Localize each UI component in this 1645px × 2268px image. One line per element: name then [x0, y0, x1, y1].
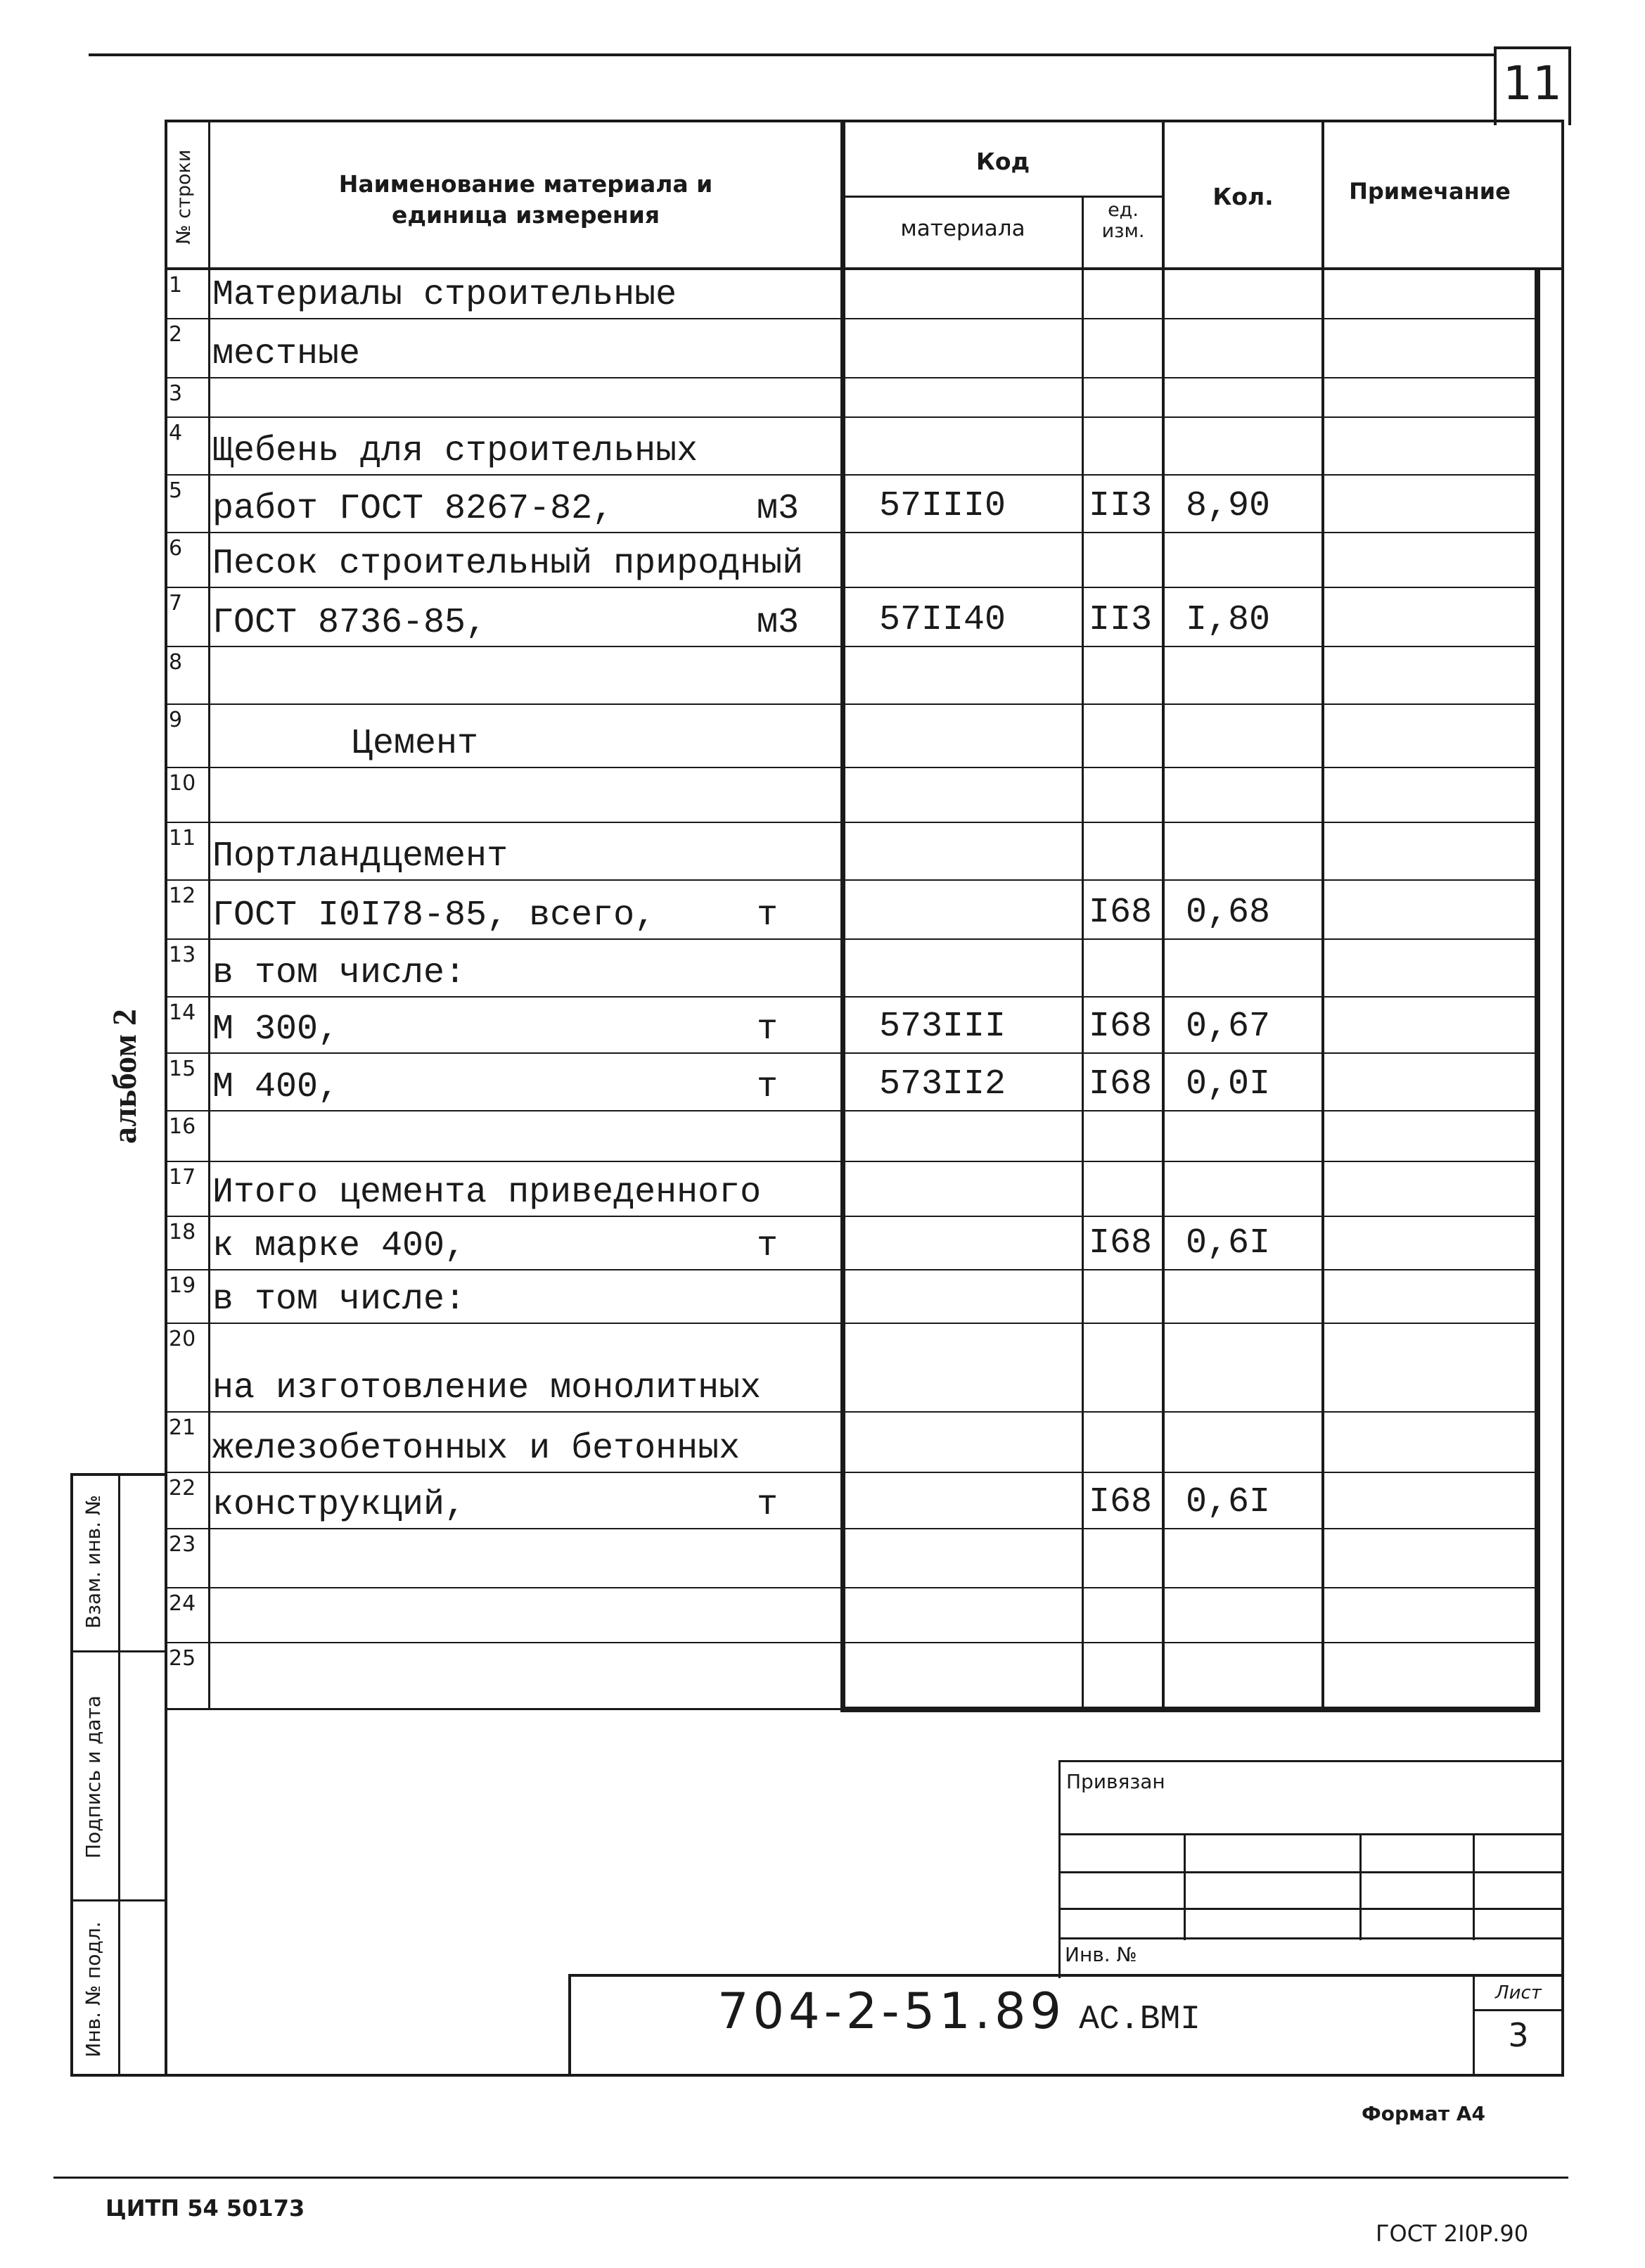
row-number: 6: [169, 536, 183, 561]
quantity: 8,90: [1186, 486, 1271, 526]
unit-of-measure: м3: [757, 489, 800, 529]
side-label-vzam-inv: Взам. инв. №: [82, 1494, 105, 1629]
header-code: Код: [975, 148, 1030, 175]
quantity: 0,6I: [1186, 1223, 1271, 1263]
row-number: 5: [169, 478, 183, 503]
material-name: ГОСТ 8736-85,: [212, 603, 487, 643]
footer-right-code: ГОСТ 2I0Р.90: [1376, 2220, 1529, 2247]
quantity: 0,0I: [1186, 1064, 1271, 1104]
unit-code: I68: [1089, 1223, 1153, 1263]
row-number: 20: [169, 1327, 196, 1351]
document-code-main: 704-2-51.89: [717, 1982, 1066, 2040]
row-number: 8: [169, 650, 183, 675]
material-name: железобетонных и бетонных: [212, 1429, 741, 1469]
row-number: 2: [169, 322, 183, 347]
row-number: 7: [169, 591, 183, 616]
side-label-inv-podl: Инв. № подл.: [82, 1921, 105, 2058]
unit-code: II3: [1089, 486, 1153, 526]
material-name: местные: [212, 334, 361, 374]
row-number: 25: [169, 1646, 196, 1671]
row-number: 10: [169, 771, 196, 796]
unit-of-measure: т: [757, 1009, 779, 1050]
unit-of-measure: т: [757, 1067, 779, 1107]
sheet-number: 3: [1508, 2016, 1529, 2054]
row-number: 17: [169, 1165, 196, 1190]
material-name: на изготовление монолитных: [212, 1368, 762, 1408]
material-code: 57III0: [879, 486, 1006, 526]
material-name: Песок строительный природный: [212, 544, 804, 584]
material-name: в том числе:: [212, 953, 466, 993]
unit-of-measure: т: [757, 1485, 779, 1525]
stamp-privyazan: Привязан: [1066, 1770, 1165, 1793]
row-number: 21: [169, 1415, 196, 1440]
quantity: I,80: [1186, 600, 1271, 640]
row-number: 24: [169, 1591, 196, 1616]
header-row-number: № строки: [173, 149, 195, 245]
material-code: 57II40: [879, 600, 1006, 640]
material-name: Цемент: [352, 724, 479, 764]
row-number: 14: [169, 1000, 196, 1025]
row-number: 18: [169, 1220, 196, 1244]
material-code: 573II2: [879, 1064, 1006, 1104]
row-number: 11: [169, 826, 196, 850]
row-number: 4: [169, 421, 183, 445]
row-number: 13: [169, 943, 196, 967]
unit-of-measure: т: [757, 1226, 779, 1266]
header-name-line1: Наименование материала и: [338, 170, 713, 198]
material-name: М 400,: [212, 1067, 340, 1107]
row-number: 16: [169, 1114, 196, 1139]
unit-code: II3: [1089, 600, 1153, 640]
material-name: М 300,: [212, 1009, 340, 1050]
row-number: 9: [169, 708, 183, 732]
header-code-unit: ед. изм.: [1101, 199, 1145, 242]
document-code: [717, 1982, 1201, 2040]
sheet-label: Лист: [1495, 1982, 1542, 2003]
row-number: 1: [169, 273, 183, 298]
header-code-material: материала: [900, 216, 1025, 241]
unit-of-measure: т: [757, 896, 779, 936]
unit-code: I68: [1089, 893, 1153, 933]
side-label-signature-date: Подпись и дата: [82, 1695, 105, 1859]
corner-number: 11: [1503, 56, 1562, 110]
quantity: 0,67: [1186, 1007, 1271, 1047]
material-name: Щебень для строительных: [212, 431, 698, 471]
unit-code: I68: [1089, 1007, 1153, 1047]
header-name-line2: единица измерения: [391, 201, 660, 229]
material-name: ГОСТ I0I78-85, всего,: [212, 896, 656, 936]
material-name: в том числе:: [212, 1280, 466, 1320]
material-code: 573III: [879, 1007, 1006, 1047]
album-label: альбом 2: [106, 1009, 143, 1144]
material-name: работ ГОСТ 8267-82,: [212, 489, 614, 529]
unit-code: I68: [1089, 1064, 1153, 1104]
format-label: Формат А4: [1362, 2102, 1485, 2125]
unit-code: I68: [1089, 1482, 1153, 1522]
material-name: к марке 400,: [212, 1226, 466, 1266]
material-name: Портландцемент: [212, 836, 508, 877]
row-number: 22: [169, 1476, 196, 1501]
document-code-suffix: АС.ВМI: [1079, 2001, 1201, 2039]
stamp-inv-no: Инв. №: [1065, 1943, 1137, 1966]
row-number: 3: [169, 381, 183, 406]
material-name: конструкций,: [212, 1485, 466, 1525]
row-number: 15: [169, 1057, 196, 1081]
header-quantity: Кол.: [1212, 183, 1274, 210]
header-note: Примечание: [1349, 178, 1511, 205]
footer-left-code: ЦИТП 54 50173: [105, 2195, 305, 2222]
material-name: Материалы строительные: [212, 275, 677, 315]
row-number: 19: [169, 1273, 196, 1298]
unit-of-measure: м3: [757, 603, 800, 643]
row-number: 23: [169, 1532, 196, 1557]
quantity: 0,6I: [1186, 1482, 1271, 1522]
material-name: Итого цемента приведенного: [212, 1173, 762, 1213]
quantity: 0,68: [1186, 893, 1271, 933]
row-number: 12: [169, 884, 196, 908]
